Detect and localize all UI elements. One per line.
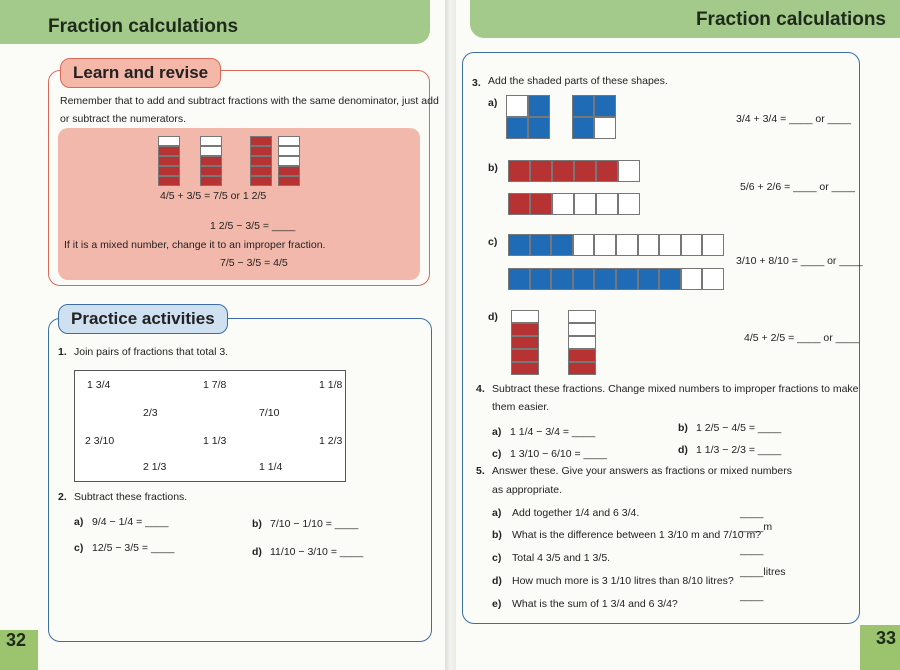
q3-expression[interactable]: 5/6 + 2/6 = ____ or ____ (740, 181, 856, 193)
learn-eq-add: 4/5 + 3/5 = 7/5 or 1 2/5 (160, 190, 267, 202)
right-header-band (470, 0, 900, 38)
q5-question: What is the sum of 1 3/4 and 6 3/4? (512, 598, 678, 610)
shape-cell (530, 234, 552, 256)
shape-cell (618, 193, 640, 215)
q5-answer-line[interactable]: ____ (740, 590, 764, 602)
shape-cell (158, 146, 180, 156)
learn-line-1: Remember that to add and subtract fractions with the same denominator, just add (60, 95, 439, 107)
q1-fraction[interactable]: 2 3/10 (85, 435, 115, 447)
shape-cell (511, 336, 539, 349)
right-page-title: Fraction calculations (695, 9, 886, 30)
q4-expression[interactable]: 1 1/3 − 2/3 = ____ (696, 444, 782, 456)
q3-label: d) (488, 311, 498, 323)
practice-heading: Practice activities (58, 304, 228, 334)
shape-cell (659, 234, 681, 256)
shape-cell (278, 156, 300, 166)
shape-cell (572, 95, 594, 117)
shape-cell (506, 117, 528, 139)
q2-label: c) (74, 542, 84, 554)
q1-fraction[interactable]: 2 1/3 (143, 461, 167, 473)
shape-cell (618, 160, 640, 182)
q4-text-2: them easier. (492, 401, 550, 413)
shape-cell (158, 136, 180, 146)
shape-cell (200, 156, 222, 166)
shape-cell (278, 146, 300, 156)
q3-label: a) (488, 97, 498, 109)
shape-cell (158, 156, 180, 166)
q5-text-2: as appropriate. (492, 484, 563, 496)
shape-cell (551, 234, 573, 256)
q1-fraction[interactable]: 1 2/3 (319, 435, 343, 447)
shape-cell (596, 193, 618, 215)
q5-text-1: Answer these. Give your answers as fractions or mixed numbers (492, 465, 792, 477)
shape-cell (594, 234, 616, 256)
shape-cell (574, 160, 596, 182)
q5-label: a) (492, 507, 502, 519)
q4-expression[interactable]: 1 3/10 − 6/10 = ____ (510, 448, 607, 460)
q3-number: 3. (472, 77, 481, 89)
shape-cell (250, 136, 272, 146)
shape-cell (200, 136, 222, 146)
shape-cell (511, 349, 539, 362)
shape-cell (568, 310, 596, 323)
right-page (456, 0, 900, 670)
shape-cell (200, 176, 222, 186)
q5-answer-line[interactable]: ____m (740, 521, 773, 533)
shape-cell (594, 268, 616, 290)
q1-text: Join pairs of fractions that total 3. (74, 346, 229, 358)
shape-cell (506, 95, 528, 117)
shape-cell (508, 160, 530, 182)
shape-cell (596, 160, 618, 182)
shape-cell (572, 117, 594, 139)
q3-expression[interactable]: 4/5 + 2/5 = ____ or ____ (744, 332, 860, 344)
shape-cell (158, 176, 180, 186)
learn-revise-heading: Learn and revise (60, 58, 221, 88)
q4-label: a) (492, 426, 502, 438)
shape-cell (681, 234, 703, 256)
q5-question: Total 4 3/5 and 1 3/5. (512, 552, 611, 564)
shape-cell (250, 176, 272, 186)
learn-eq-sub: 1 2/5 − 3/5 = ____ (210, 220, 296, 232)
shape-cell (568, 349, 596, 362)
q5-answer-line[interactable]: ____ (740, 507, 764, 519)
q3-text: Add the shaded parts of these shapes. (488, 75, 668, 87)
q1-fraction[interactable]: 1 1/3 (203, 435, 227, 447)
shape-cell (573, 268, 595, 290)
q2-label: b) (252, 518, 262, 530)
q4-label: c) (492, 448, 502, 460)
shape-cell (200, 166, 222, 176)
q5-label: d) (492, 575, 502, 587)
shape-cell (574, 193, 596, 215)
shape-cell (616, 234, 638, 256)
shape-cell (508, 268, 530, 290)
shape-cell (530, 268, 552, 290)
q3-expression[interactable]: 3/4 + 3/4 = ____ or ____ (736, 113, 852, 125)
q1-fraction[interactable]: 7/10 (259, 407, 280, 419)
shape-cell (638, 234, 660, 256)
shape-cell (616, 268, 638, 290)
q1-number: 1. (58, 346, 67, 358)
shape-cell (278, 136, 300, 146)
shape-cell (530, 193, 552, 215)
shape-cell (278, 166, 300, 176)
shape-cell (594, 117, 616, 139)
q2-expression[interactable]: 11/10 − 3/10 = ____ (270, 546, 364, 558)
shape-cell (511, 310, 539, 323)
shape-cell (528, 117, 550, 139)
shape-cell (508, 193, 530, 215)
shape-cell (568, 336, 596, 349)
shape-cell (638, 268, 660, 290)
q2-label: d) (252, 546, 262, 558)
shape-cell (702, 268, 724, 290)
q4-text-1: Subtract these fractions. Change mixed numbers to improper fractions to make (492, 383, 859, 395)
q5-number: 5. (476, 465, 485, 477)
q4-number: 4. (476, 383, 485, 395)
shape-cell (681, 268, 703, 290)
shape-cell (508, 234, 530, 256)
shape-cell (278, 176, 300, 186)
shape-cell (552, 160, 574, 182)
q2-text: Subtract these fractions. (74, 491, 188, 503)
q5-answer-line[interactable]: ____litres (740, 566, 786, 578)
shape-cell (530, 160, 552, 182)
left-page-number: 32 (6, 630, 27, 650)
shape-cell (528, 95, 550, 117)
q2-expression[interactable]: 12/5 − 3/5 = ____ (92, 542, 175, 554)
q1-fraction[interactable]: 1 1/8 (319, 379, 343, 391)
left-page-title: Fraction calculations (48, 16, 239, 37)
shape-cell (568, 323, 596, 336)
q5-label: e) (492, 598, 502, 610)
shape-cell (573, 234, 595, 256)
learn-mixed-note: If it is a mixed number, change it to an improper fraction. (64, 239, 326, 251)
q5-question: What is the difference between 1 3/10 m and 7/10 m? (512, 529, 762, 541)
shape-cell (702, 234, 724, 256)
q5-question: Add together 1/4 and 6 3/4. (512, 507, 640, 519)
q4-expression[interactable]: 1 2/5 − 4/5 = ____ (696, 422, 782, 434)
q5-question: How much more is 3 1/10 litres than 8/10 litres? (512, 575, 734, 587)
q1-fraction-grid (74, 370, 346, 482)
shape-cell (511, 323, 539, 336)
left-header-band (0, 0, 430, 44)
shape-cell (250, 156, 272, 166)
q3-expression[interactable]: 3/10 + 8/10 = ____ or ____ (736, 255, 863, 267)
q4-label: d) (678, 444, 688, 456)
q2-number: 2. (58, 491, 67, 503)
shape-cell (200, 146, 222, 156)
shape-cell (594, 95, 616, 117)
shape-cell (659, 268, 681, 290)
q1-fraction[interactable]: 1 1/4 (259, 461, 283, 473)
shape-cell (551, 268, 573, 290)
right-page-number: 33 (875, 628, 896, 648)
shape-cell (158, 166, 180, 176)
shape-cell (250, 146, 272, 156)
q4-label: b) (678, 422, 688, 434)
shape-cell (552, 193, 574, 215)
q1-fraction[interactable]: 1 3/4 (87, 379, 111, 391)
q1-fraction[interactable]: 1 7/8 (203, 379, 227, 391)
q2-label: a) (74, 516, 84, 528)
q5-label: b) (492, 529, 502, 541)
q2-expression[interactable]: 7/10 − 1/10 = ____ (270, 518, 359, 530)
learn-eq-improper: 7/5 − 3/5 = 4/5 (220, 257, 288, 269)
shape-cell (250, 166, 272, 176)
learn-line-2: or subtract the numerators. (60, 113, 187, 125)
q2-expression[interactable]: 9/4 − 1/4 = ____ (92, 516, 169, 528)
q3-label: c) (488, 236, 498, 248)
shape-cell (511, 362, 539, 375)
shape-cell (568, 362, 596, 375)
q4-expression[interactable]: 1 1/4 − 3/4 = ____ (510, 426, 596, 438)
q3-label: b) (488, 162, 498, 174)
q5-answer-line[interactable]: ____ (740, 544, 764, 556)
q1-fraction[interactable]: 2/3 (143, 407, 158, 419)
q5-label: c) (492, 552, 502, 564)
